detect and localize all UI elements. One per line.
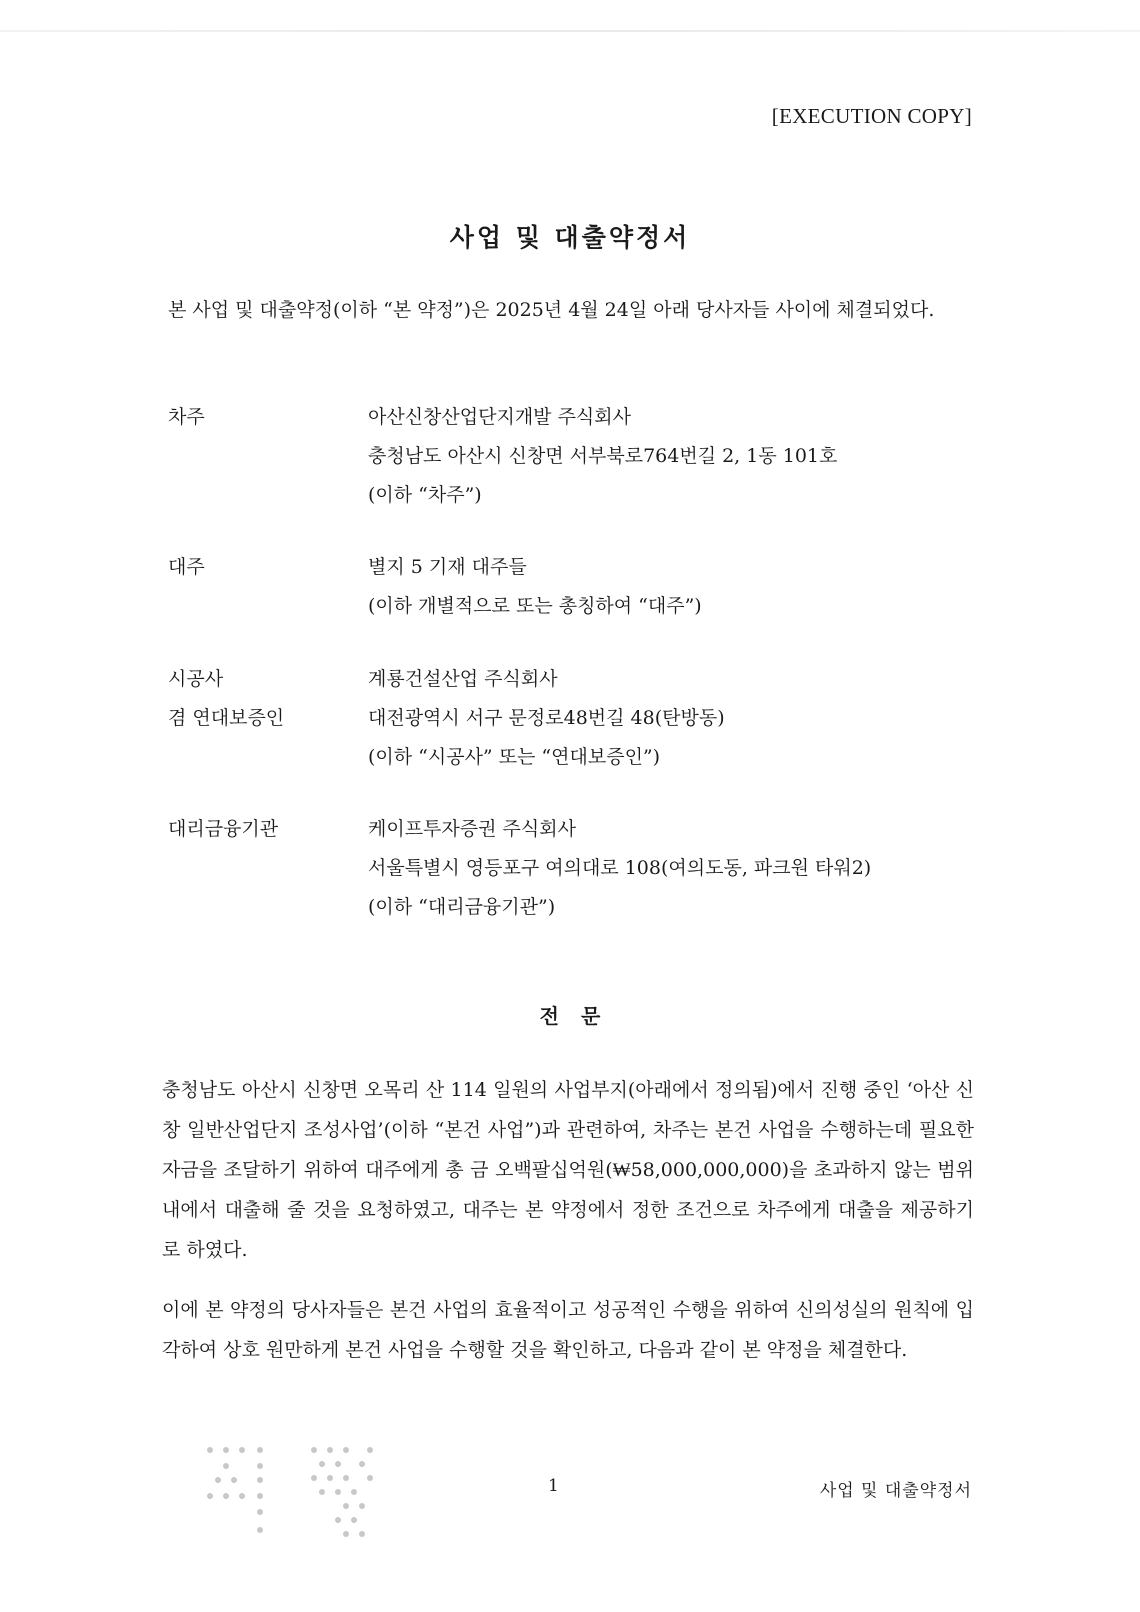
agent-name: 케이프투자증권 주식회사: [368, 818, 576, 840]
lender-alias: (이하 개별적으로 또는 총칭하여 “대주”): [368, 595, 702, 617]
borrower-name: 아산신창산업단지개발 주식회사: [368, 406, 631, 428]
party-role: [168, 810, 363, 849]
intro-paragraph: 본 사업 및 대출약정(이하 “본 약정”)은 2025년 4월 24일 아래 당사자들 사이에 체결되었다.: [168, 299, 935, 321]
agent-address: 서울특별시 영등포구 여의대로 108(여의도동, 파크원 타워2): [368, 857, 872, 879]
borrower-role-label: 차주: [168, 406, 205, 428]
contractor-alias: (이하 “시공사” 또는 “연대보증인”): [368, 746, 661, 768]
footer-doc-title: 사업 및 대출약정서: [819, 1481, 972, 1501]
preamble-paragraph-1: 충청남도 아산시 신창면 오목리 산 114 일원의 사업부지(아래에서 정의됨)에서 진행 중인 ‘아산 신창 일반산업단지 조성사업’(이하 “본건 사업”)과 관련하여, 차주는 본건 사업을 수행하는데 필요한 자금을 조달하기 위하여 대주에게 총 금 오백팔십억원(₩58,000,000,000)을 초과하지 않는 범위 내에서 대출해 줄 것을 요청하였고, 대주는 본 약정에서 정한 조건으로 차주에게 대출을 제공하기로 하였다.: [162, 1079, 974, 1261]
lender-role-label: 대주: [168, 556, 205, 578]
scan-edge: [0, 30, 1140, 32]
contractor-name: 계룡건설산업 주식회사: [368, 668, 558, 690]
agent-alias: (이하 “대리금융기관”): [368, 896, 556, 918]
contractor-role-label-2: 겸 연대보증인: [168, 707, 285, 729]
preamble-heading: 전문: [539, 1004, 623, 1028]
page-number: 1: [548, 1476, 559, 1496]
contractor-role-label: 시공사: [168, 668, 224, 690]
borrower-address: 충청남도 아산시 신창면 서부북로764번길 2, 1동 101호: [368, 445, 838, 467]
preamble-paragraph-2: 이에 본 약정의 당사자들은 본건 사업의 효율적이고 성공적인 수행을 위하여 신의성실의 원칙에 입각하여 상호 원만하게 본건 사업을 수행할 것을 확인하고, 다음과 같이 본 약정을 체결한다.: [162, 1299, 974, 1361]
contractor-address: 대전광역시 서구 문정로48번길 48(탄방동): [368, 707, 725, 729]
borrower-alias: (이하 “차주”): [368, 484, 482, 506]
party-info: [368, 660, 978, 777]
dotted-seal-icon: [200, 1440, 390, 1540]
party-role: [168, 548, 363, 587]
party-info: [368, 810, 978, 927]
party-role: [168, 660, 363, 738]
party-info: [368, 548, 978, 626]
execution-copy-label: [EXECUTION COPY]: [771, 104, 972, 128]
party-info: [368, 398, 978, 515]
agent-role-label: 대리금융기관: [168, 818, 279, 840]
lender-name: 별지 5 기재 대주들: [368, 556, 527, 578]
party-role: [168, 398, 363, 437]
document-title: 사업 및 대출약정서: [449, 223, 691, 252]
